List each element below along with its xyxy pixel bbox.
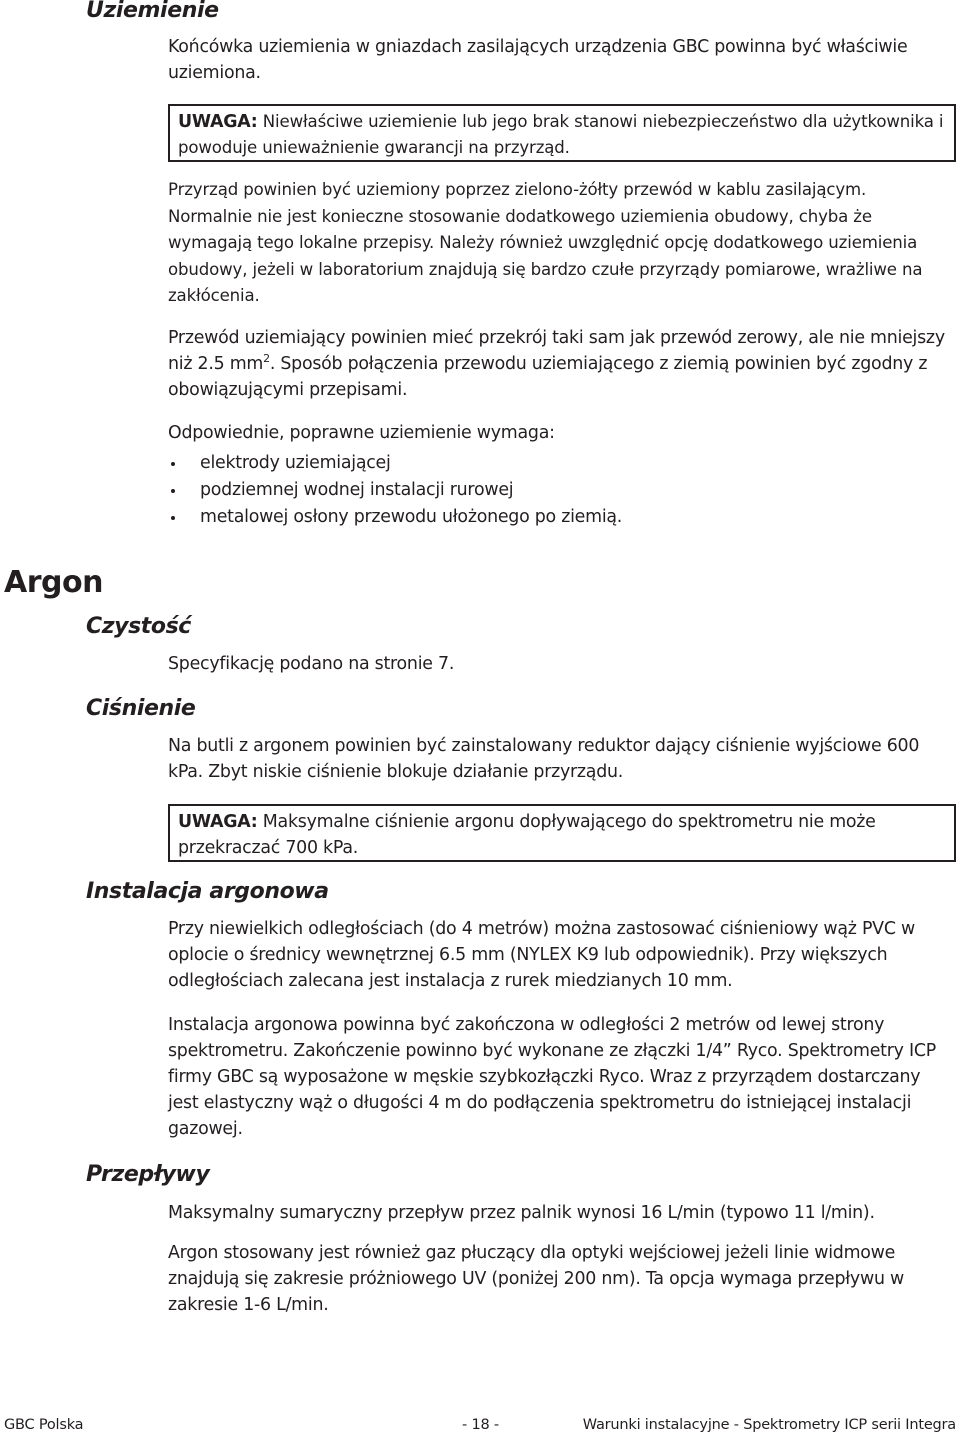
footer-right: Warunki instalacyjne - Spektrometry ICP serii Integra — [582, 1417, 956, 1433]
bullet-icon — [171, 462, 175, 466]
uziemienie-intro: Końcówka uziemienia w gniazdach zasilających urządzenia GBC powinna być właściwie uziemiona. — [168, 37, 908, 83]
przeplywy-paragraph-2: Argon stosowany jest również gaz płuczący dla optyki wejściowej jeżeli linie widmowe znajdują się zakresie próżniowego UV (poniżej 200 nm). Ta opcja wymaga przepływu w zakresie 1-6 L/min. — [168, 1243, 904, 1315]
heading-argon: Argon — [4, 565, 103, 600]
p3-text-a: Przewód uziemiający powinien mieć przekrój taki sam jak przewód zerowy, ale nie mniejszy niż 2.5 mm — [168, 328, 945, 374]
bullet-icon — [171, 489, 175, 493]
instalacja-paragraph-1: Przy niewielkich odległościach (do 4 metrów) można zastosować ciśnieniowy wąż PVC w oplocie o średnicy wewnętrznej 6.5 mm (NYLEX K9 lub odpowiednik). Przy większych odległościach zalecana jest instalacja z rurek miedzianych 10 mm. — [168, 919, 915, 991]
list-item — [168, 504, 948, 531]
heading-uziemienie: Uziemienie — [86, 0, 219, 23]
list-item — [168, 450, 948, 477]
heading-cisnienie: Ciśnienie — [86, 696, 196, 721]
warning-box-grounding — [168, 104, 956, 162]
warning-text: Maksymalne ciśnienie argonu dopływającego do spektrometru nie może przekraczać 700 kPa. — [178, 812, 876, 858]
list-item-text: elektrody uziemiającej — [200, 453, 391, 473]
cisnienie-text: Na butli z argonem powinien być zainstalowany reduktor dający ciśnienie wyjściowe 600 kPa. Zbyt niskie ciśnienie blokuje działanie przyrządu. — [168, 736, 920, 782]
heading-przeplywy: Przepływy — [86, 1162, 210, 1187]
footer-page-number: - 18 - — [462, 1417, 499, 1433]
bullet-icon — [171, 516, 175, 520]
instalacja-paragraph-2: Instalacja argonowa powinna być zakończona w odległości 2 metrów od lewej strony spektrometru. Zakończenie powinno być wykonane ze złączki 1/4” Ryco. Spektrometry ICP firmy GBC są wyposażone w męskie szybkozłączki Ryco. Wraz z przyrządem dostarczany jest elastyczny wąż o długości 4 m do podłączenia spektrometru do istniejącej instalacji gazowej. — [168, 1015, 936, 1139]
heading-czystosc: Czystość — [86, 614, 191, 639]
czystosc-text: Specyfikację podano na stronie 7. — [168, 654, 455, 674]
heading-instalacja-argonowa: Instalacja argonowa — [86, 879, 329, 904]
p3-text-b: . Sposób połączenia przewodu uziemiającego z ziemią powinien być zgodny z obowiązującymi przepisami. — [168, 354, 928, 400]
warning-label: UWAGA: — [178, 112, 258, 132]
list-item — [168, 477, 948, 504]
list-item-text: metalowej osłony przewodu ułożonego po ziemią. — [200, 507, 623, 527]
warning-box-pressure — [168, 804, 956, 862]
uziemienie-paragraph-3 — [168, 325, 948, 403]
superscript-2: 2 — [263, 352, 270, 366]
footer-left: GBC Polska — [4, 1417, 84, 1433]
warning-label: UWAGA: — [178, 812, 258, 832]
list-item-text: podziemnej wodnej instalacji rurowej — [200, 480, 514, 500]
warning-text: Niewłaściwe uziemienie lub jego brak stanowi niebezpieczeństwo dla użytkownika i powoduje unieważnienie gwarancji na przyrząd. — [178, 112, 944, 157]
przeplywy-paragraph-1: Maksymalny sumaryczny przepływ przez palnik wynosi 16 L/min (typowo 11 l/min). — [168, 1203, 875, 1223]
uziemienie-paragraph-2: Przyrząd powinien być uziemiony poprzez zielono-żółty przewód w kablu zasilającym. Normalnie nie jest konieczne stosowanie dodatkowego uziemienia obudowy, chyba że wymagają tego lokalne przepisy. Należy również uwzględnić opcję dodatkowego uziemienia obudowy, jeżeli w laboratorium znajdują się bardzo czułe przyrządy pomiarowe, wrażliwe na zakłócenia. — [168, 180, 923, 305]
grounding-requirements-list — [168, 450, 948, 531]
uziemienie-paragraph-4: Odpowiednie, poprawne uziemienie wymaga: — [168, 423, 555, 443]
